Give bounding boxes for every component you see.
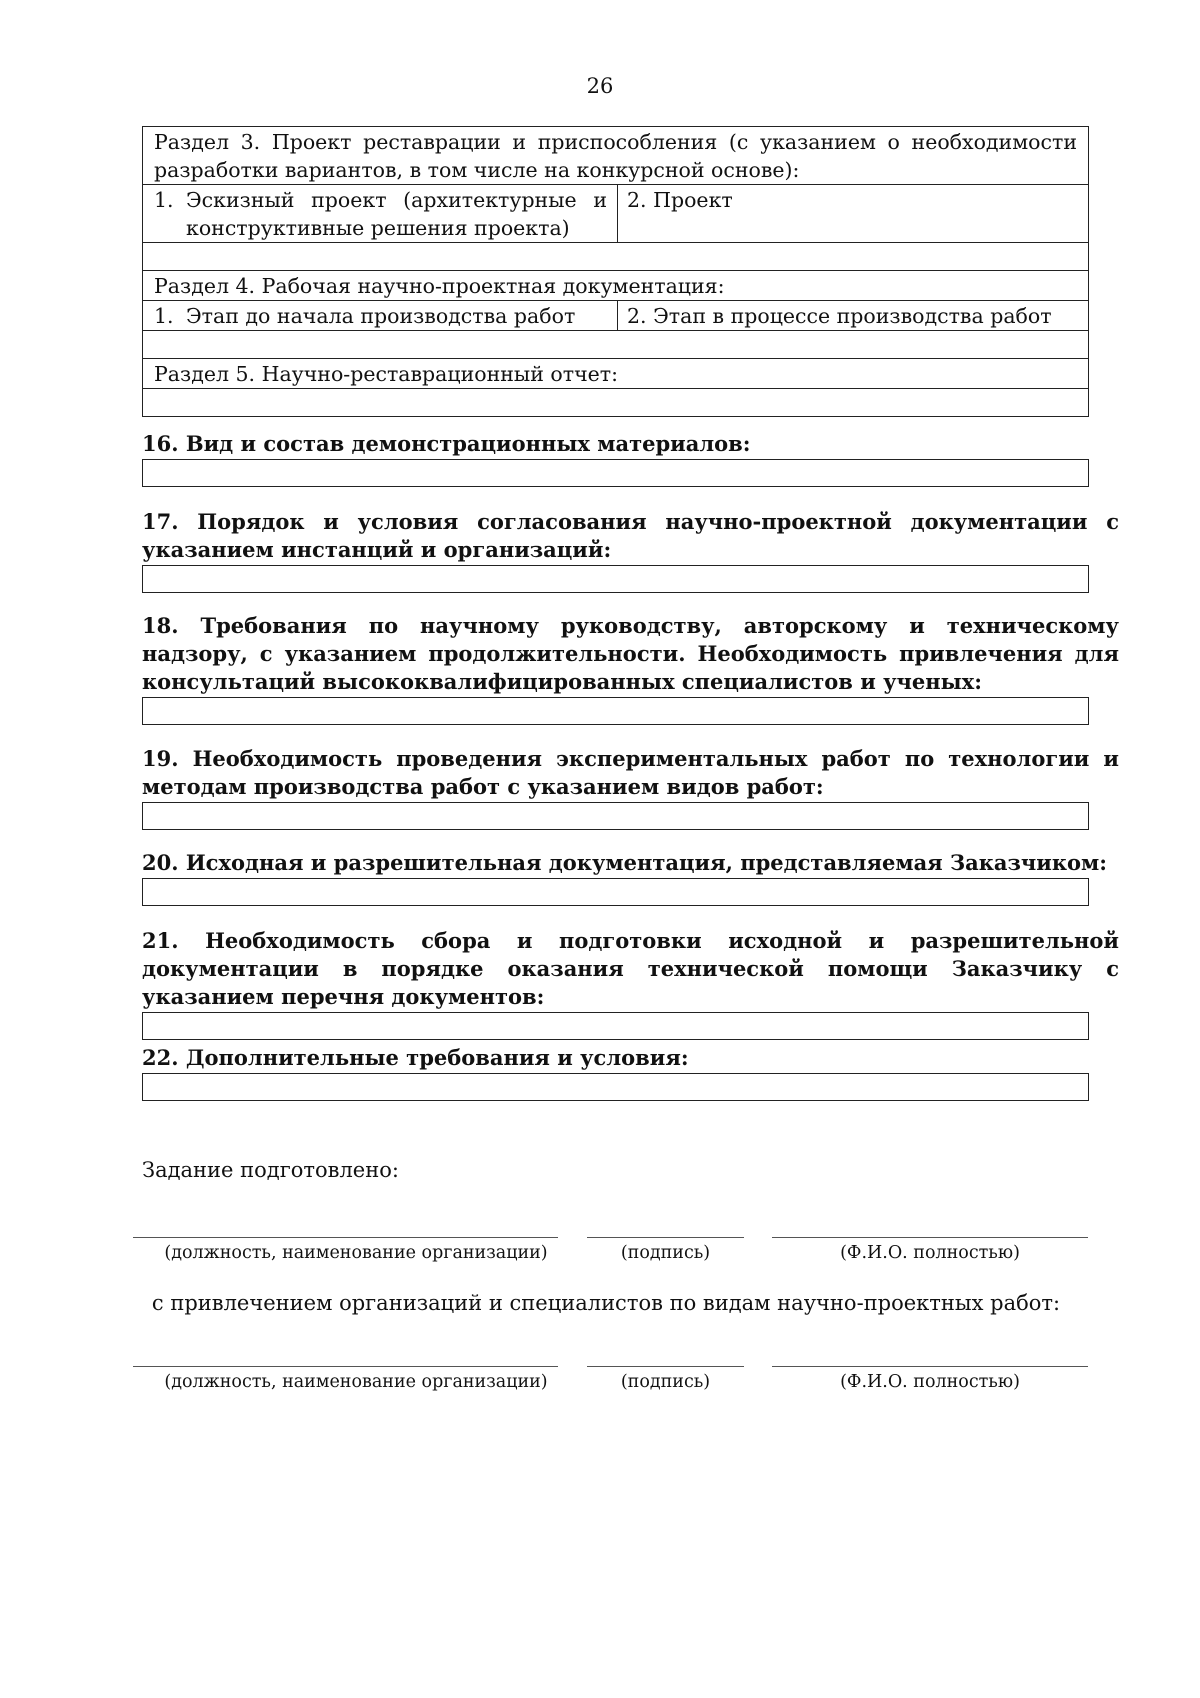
item-text: Этап в процессе производства работ: [653, 304, 1052, 328]
section5-header: Раздел 5. Научно-реставрационный отчет:: [143, 358, 1088, 388]
section-22-answer-box[interactable]: [142, 1073, 1089, 1101]
section-19-answer-box[interactable]: [142, 802, 1089, 830]
section-17-heading: 17. Порядок и условия согласования научно-проектной документации с указанием инстанций и организаций:: [142, 509, 1119, 562]
section-19: [142, 745, 1119, 830]
item-text: Этап до начала производства работ: [186, 304, 576, 328]
section3-answer-row[interactable]: [143, 242, 1088, 270]
section-22: [142, 1044, 1119, 1101]
signature-label: (подпись): [620, 1243, 711, 1263]
section-18-heading: 18. Требования по научному руководству, авторскому и техническому надзору, с указанием продолжительности. Необходимость привлечения для консультаций высококвалифицированных специалистов и ученых:: [142, 613, 1119, 694]
section-16: [142, 430, 1119, 487]
page-number: 26: [586, 74, 614, 98]
position-signature-line[interactable]: [133, 1366, 558, 1367]
section5-answer-row[interactable]: [143, 388, 1088, 416]
section-20-answer-box[interactable]: [142, 878, 1089, 906]
item-number: 1.: [154, 188, 174, 212]
position-label: (должность, наименование организации): [164, 1372, 548, 1392]
section-21: [142, 927, 1119, 1040]
section-18: [142, 612, 1119, 725]
section4-header: Раздел 4. Рабочая научно-проектная документация:: [143, 270, 1088, 300]
item-text: Проект: [653, 188, 733, 212]
signature-line[interactable]: [587, 1366, 744, 1367]
section4-item-during: [618, 301, 1088, 330]
design-stages-table: [142, 126, 1089, 417]
section-21-answer-box[interactable]: [142, 1012, 1089, 1040]
section-22-heading: 22. Дополнительные требования и условия:: [142, 1045, 689, 1070]
position-label: (должность, наименование организации): [164, 1243, 548, 1263]
section-20: [142, 849, 1119, 906]
signature-label: (подпись): [620, 1372, 711, 1392]
section4-answer-row[interactable]: [143, 330, 1088, 358]
item-number: 2.: [627, 188, 647, 212]
section-16-heading: 16. Вид и состав демонстрационных материалов:: [142, 431, 751, 456]
section-17-answer-box[interactable]: [142, 565, 1089, 593]
section3-header: Раздел 3. Проект реставрации и приспособления (с указанием о необходимости разработки вариантов, в том числе на конкурсной основе):: [154, 130, 1077, 182]
fio-label: (Ф.И.О. полностью): [840, 1243, 1020, 1263]
section4-item-before: [143, 301, 618, 330]
item-number: 1.: [154, 304, 174, 328]
section3-items-row: [143, 184, 1088, 242]
section3-item-project: [618, 185, 1088, 242]
prepared-label: Задание подготовлено:: [142, 1158, 399, 1182]
section-20-heading: 20. Исходная и разрешительная документация, представляемая Заказчиком:: [142, 850, 1108, 875]
attraction-text: с привлечением организаций и специалистов по видам научно-проектных работ:: [151, 1291, 1061, 1315]
section-21-heading: 21. Необходимость сбора и подготовки исходной и разрешительной документации в порядке оказания технической помощи Заказчику с указанием перечня документов:: [142, 928, 1119, 1009]
section-16-answer-box[interactable]: [142, 459, 1089, 487]
item-text: Эскизный проект (архитектурные и конструктивные решения проекта): [186, 188, 607, 240]
item-number: 2.: [627, 304, 647, 328]
fio-label: (Ф.И.О. полностью): [840, 1372, 1020, 1392]
section-19-heading: 19. Необходимость проведения экспериментальных работ по технологии и методам производства работ с указанием видов работ:: [142, 746, 1119, 799]
section-17: [142, 508, 1119, 593]
position-signature-line[interactable]: [133, 1237, 558, 1238]
section-18-answer-box[interactable]: [142, 697, 1089, 725]
section3-item-sketch: [143, 185, 618, 242]
section4-items-row: [143, 300, 1088, 330]
signature-line[interactable]: [587, 1237, 744, 1238]
fio-signature-line[interactable]: [772, 1366, 1088, 1367]
fio-signature-line[interactable]: [772, 1237, 1088, 1238]
